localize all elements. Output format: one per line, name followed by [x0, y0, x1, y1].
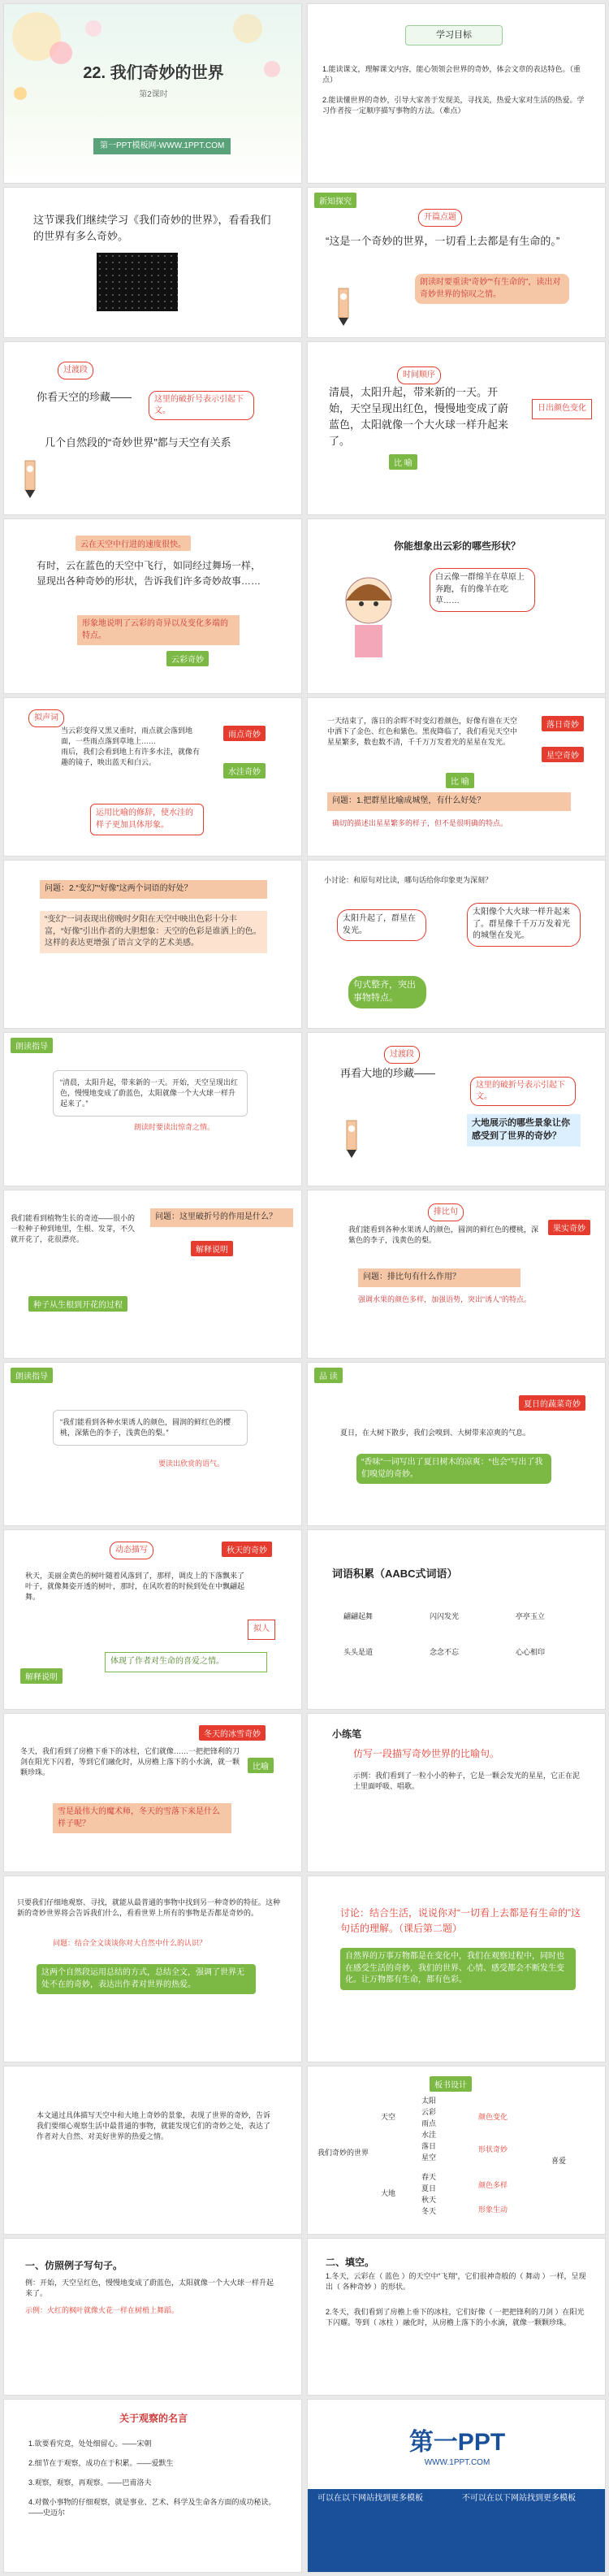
s27-ans: 示例：火红的枫叶就像火花一样在树梢上舞蹈。 — [25, 2306, 179, 2314]
pencil-mascot-icon — [340, 1114, 363, 1160]
s26-mid3: 颜色多样 — [478, 2181, 508, 2189]
bubble-onomatopoeia: 拟声词 — [28, 709, 64, 727]
girl-icon — [332, 568, 405, 666]
s24-text: 讨论：结合生活，说说你对“一切看上去都是有生命的”这句话的理解。（课后第二题） — [340, 1907, 581, 1934]
s23-tag: 问题：结合全文谈谈你对大自然中什么的认识？ — [53, 1939, 207, 1947]
word-5: 念念不忘 — [430, 1648, 460, 1656]
s17-tag: 朗读指导 — [11, 1368, 53, 1383]
slide-sunrise — [307, 341, 606, 515]
s15-tag: 解释说明 — [191, 1241, 233, 1256]
earth-item-1: 春天 — [421, 2173, 437, 2181]
s28-q2: 2.冬天，我们看到了房檐上垂下的冰柱，它们好像（ 一把把锋利的刀剑 ）在阳光下闪耀。等到（ 冰柱 ）融化时，从房檐上落下的小水滴，就像一颗颗珍珠。 — [326, 2308, 585, 2327]
earth-item-2: 夏日 — [421, 2184, 437, 2192]
quote-3: 3.观察，观察，再观察。——巴甫洛夫 — [28, 2478, 152, 2487]
s19-tag2: 拟人 — [248, 1620, 275, 1640]
s30-logo: 第一PPT — [408, 2429, 506, 2456]
pencil-mascot-icon — [332, 282, 355, 327]
slide-transition — [3, 341, 302, 515]
slide-rain — [3, 697, 302, 856]
metaphor-tag: 比 喻 — [389, 454, 417, 470]
slide-compare — [307, 860, 606, 1029]
slide-words — [3, 860, 302, 1029]
s21-tag: 冬天的冰雪奇妙 — [199, 1725, 266, 1741]
s13-hint: 朗读时要读出惊奇之情。 — [134, 1123, 215, 1131]
sky-item-3: 雨点 — [421, 2119, 437, 2127]
slide-vocabulary — [307, 1529, 606, 1710]
footer-text: 第一PPT模板网-WWW.1PPT.COM — [93, 138, 231, 154]
quote-1: 1.欲要看究竟，处处细留心。——宋朝 — [28, 2439, 152, 2448]
s26-earth: 大地 — [381, 2189, 396, 2197]
s6-callout: 日出颜色变化 — [532, 399, 592, 419]
bubble-parallelism: 排比句 — [428, 1203, 464, 1221]
s5-text2: 几个自然段的“奇妙世界”都与天空有关系 — [45, 436, 231, 449]
new-knowledge-tag: 新知探究 — [314, 193, 356, 208]
s10-tag2: 星空奇妙 — [542, 747, 584, 762]
s7-note: 形象地说明了云彩的奇异以及变化多端的特点。 — [77, 615, 240, 645]
starry-sky-image — [97, 253, 178, 311]
s10-tag3: 比 喻 — [446, 773, 474, 788]
s22-q: 仿写一段描写奇妙世界的比喻句。 — [353, 1748, 500, 1759]
s26-mid2: 形状奇妙 — [478, 2145, 508, 2153]
sky-item-1: 太阳 — [421, 2097, 437, 2105]
slide-goals — [307, 3, 606, 184]
slide-summer — [307, 1362, 606, 1526]
slide-cloud-shapes — [307, 518, 606, 694]
s12-text: 小讨论：和原句对比读，哪句话给你印象更为深刻？ — [324, 876, 493, 884]
title: 22. 我们奇妙的世界 — [83, 64, 224, 82]
word-4: 头头是道 — [343, 1648, 374, 1656]
slide-winter — [3, 1713, 302, 1872]
s22-head: 小练笔 — [332, 1728, 362, 1740]
s30-left: 可以在以下网站找到更多模板 — [317, 2494, 423, 2503]
sky-item-5: 落日 — [421, 2142, 437, 2150]
s13-tag: 朗读指导 — [11, 1038, 53, 1053]
s4-text: “这是一个奇妙的世界，一切看上去都是有生命的。” — [326, 235, 560, 247]
s23-note: 这两个自然段运用总结的方式，总结全文，强调了世界无处不在的奇妙，表达出作者对世界的热爱。 — [37, 1964, 256, 1994]
s7-tag: 云在天空中行进的速度很快。 — [76, 536, 191, 551]
slide-fruits — [307, 1190, 606, 1359]
s25-text: 本文通过具体描写天空中和大地上奇妙的景象，表现了世界的奇妙，告诉我们要细心观察生活中最普通的事物，就能发现它们的奇妙之处，表达了作者对大自然、对美好世界的热爱之情。 — [37, 2111, 271, 2141]
s28-q1: 1.冬天，云彩在（ 蓝色 ）的天空中“飞翔”，它们很神奇般的（ 舞动 ）一样，呈现出（ 各种奇妙 ）的形状。 — [326, 2272, 586, 2292]
s16-tag: 果实奇妙 — [548, 1220, 590, 1235]
slide-new-knowledge — [307, 187, 606, 338]
s17-hint: 要读出欣赏的语气。 — [158, 1459, 225, 1468]
s20-head: 词语积累（AABC式词语） — [332, 1568, 458, 1580]
word-1: 翩翩起舞 — [343, 1612, 374, 1620]
s18-text: 夏日，在大树下散步，我们会嗅到、大树带来凉爽的气息。 — [340, 1429, 531, 1437]
slide-clouds — [3, 518, 302, 694]
s18-tag: 品 读 — [314, 1368, 343, 1383]
s9-tag2: 水洼奇妙 — [223, 763, 266, 778]
slide-exercise-1 — [3, 2238, 302, 2396]
s23-text: 只要我们仔细地观察、寻找，就能从最普通的事物中找到另一种奇妙的特征。这种新的奇妙世界将会告诉我们什么，看看世界上所有的事物是否都是奇妙的。 — [17, 1898, 281, 1918]
sky-item-6: 星空 — [421, 2153, 437, 2162]
s26-root: 我们奇妙的世界 — [317, 2149, 369, 2157]
earth-item-4: 冬天 — [421, 2207, 437, 2215]
quote-2: 2.细节在于观察，成功在于积累。——爱默生 — [28, 2459, 174, 2467]
sky-item-2: 云彩 — [421, 2108, 437, 2116]
slide-exercise-2 — [307, 2238, 606, 2396]
s28-head: 二、填空。 — [326, 2257, 375, 2268]
s15-tag2: 种子从生根到开花的过程 — [28, 1296, 127, 1312]
s22-text: 示例：我们看到了一粒小小的种子，它是一颗会发光的星星，它正在泥土里面呼吸、唱歌。 — [353, 1772, 581, 1791]
slide-discussion — [307, 1876, 606, 2062]
s6-text: 清晨，太阳升起，带来新的一天。开始，天空呈现出红色，慢慢地变成了蔚蓝色，太阳就像一个大火球一样升起来了。 — [329, 386, 509, 448]
s19-tag: 秋天的奇妙 — [222, 1542, 272, 1557]
s8-question: 你能想象出云彩的哪些形状？ — [393, 540, 520, 552]
earth-item-3: 秋天 — [421, 2196, 437, 2204]
slide-sunset — [307, 697, 606, 856]
s27-ex: 例：开始，天空呈红色，慢慢地变成了蔚蓝色，太阳就像一个大火球一样升起来了。 — [25, 2279, 274, 2298]
goals-head: 学习目标 — [405, 25, 503, 46]
sky-item-4: 水洼 — [421, 2131, 437, 2139]
s24-note: 自然界的万事万物都是在变化中，我们在观察过程中，同时也在感受生活的奇妙，我们的世界、心情、感受都会不断发生变化。让万物都有生命，都有色彩。 — [340, 1948, 576, 1990]
s10-tag1: 落日奇妙 — [542, 716, 584, 731]
s26-sky: 天空 — [381, 2113, 396, 2121]
s21-note: 雪是最伟大的魔术师，冬天的雪落下来是什么样子呢？ — [53, 1803, 231, 1833]
s12-a1: 太阳升起了，群星在发光。 — [337, 909, 426, 941]
slide-conclusion — [3, 1876, 302, 2062]
s26-tag: 板书设计 — [430, 2076, 472, 2092]
s21-tag2: 比喻 — [248, 1758, 274, 1773]
slide-title — [3, 3, 302, 184]
slide-promo — [307, 2399, 606, 2573]
goal-2: 2.能读懂世界的奇妙，引导大家善于发现美，寻找美，热爱大家对生活的热爱。学习作者按一定顺序描写事物的方法。（难点） — [322, 96, 585, 115]
bubble-topic: 开篇点题 — [418, 209, 462, 227]
quote-4: 4.对微小事物的仔细观察，就是事业、艺术、科学及生命各方面的成功秘诀。——史迈尔 — [28, 2498, 276, 2517]
s4-callout: 朗读时要重读“奇妙”“有生命的”，读出对奇妙世界的惊叹之情。 — [415, 274, 569, 304]
s12-tag: 句式整齐，突出事物特点。 — [348, 976, 426, 1008]
pencil-mascot-icon — [19, 454, 41, 500]
bubble-dynamic: 动态描写 — [110, 1542, 153, 1559]
s26-end: 喜爱 — [551, 2157, 567, 2165]
word-2: 闪闪发光 — [430, 1612, 460, 1620]
subtitle: 第2课时 — [139, 90, 168, 99]
word-3: 亭亭玉立 — [516, 1612, 546, 1620]
s19-tag4: 体现了作者对生命的喜爱之情。 — [105, 1652, 267, 1672]
s9-note: 运用比喻的修辞，使水洼的样子更加具体形象。 — [90, 804, 204, 835]
word-6: 心心相印 — [516, 1648, 546, 1656]
intro-text: 这节课我们继续学习《我们奇妙的世界》，看看我们的世界有多么奇妙。 — [33, 214, 271, 243]
s7-tag2: 云彩奇妙 — [166, 651, 209, 666]
s5-callout: 这里的破折号表示引起下文。 — [149, 391, 254, 420]
s16-q: 问题：排比句有什么作用？ — [358, 1268, 520, 1287]
s19-text: 秋天，美丽金黄色的树叶随着风落到了，那样，调皮上的下落飘来了叶子，就像舞姿开透的树叶，那时，在风吹着的时候到处在中飘翩起舞。 — [25, 1572, 245, 1602]
bubble-time: 时间顺序 — [397, 366, 441, 384]
s7-text: 有时，云在蓝色的天空中飞行，如同经过舞场一样，显现出各种奇妙的形状，告诉我们许多奇妙故事…… — [37, 560, 261, 587]
s17-text: “我们能看到各种水果诱人的颜色，圆润的鲜红色的樱桃，深紫色的李子，浅黄色的梨。” — [53, 1410, 248, 1446]
s15-q: 问题：这里破折号的作用是什么？ — [150, 1208, 293, 1227]
s18-note: “香味”一词写出了夏日树木的凉爽：“也会”写出了我们嗅觉的奇妙。 — [356, 1454, 551, 1484]
s30-url: WWW.1PPT.COM — [424, 2458, 490, 2467]
s15-text: 我们能看到植物生长的奇迹——很小的一粒种子种到地里，生根、发芽，不久就开花了，花很漂亮。 — [11, 1214, 136, 1244]
s13-text: “清晨，太阳升起，带来新的一天。开始，天空呈现出红色，慢慢地变成了蔚蓝色，太阳就像一个大火球一样升起来了。” — [53, 1070, 248, 1117]
s14-text: 再看大地的珍藏—— — [340, 1067, 436, 1079]
s9-tag1: 雨点奇妙 — [223, 726, 266, 741]
bubble-transition: 过渡段 — [58, 362, 93, 379]
s10-text: 一天结束了，落日的余晖不时变幻着颜色，好像有谁在天空中洒下了金色、红色和紫色。黑夜降临了，我们看见天空中星星繁多，数也数不清，千千万万发着光的星星在发光。 — [327, 717, 518, 747]
slide-summary — [3, 2066, 302, 2235]
s5-text1: 你看天空的珍藏—— — [37, 391, 132, 403]
s19-tag3: 解释说明 — [20, 1668, 63, 1684]
slide-board — [307, 2066, 606, 2235]
s30-right: 不可以在以下网站找到更多模板 — [462, 2494, 576, 2503]
s16-text: 我们能看到各种水果诱人的颜色，圆润的鲜红色的樱桃，深紫色的李子，浅黄色的梨。 — [348, 1225, 539, 1245]
s26-mid1: 颜色变化 — [478, 2113, 508, 2121]
slide-quotes — [3, 2399, 302, 2573]
s18-tag2: 夏日的蔬菜奇妙 — [519, 1395, 585, 1411]
s11-q: 问题：2.“变幻”“好像”这两个词语的好处？ — [40, 880, 267, 899]
slide-plants — [3, 1190, 302, 1359]
s11-a: “变幻”一词表现出傍晚时夕阳在天空中映出色彩十分丰富，“好像”引出作者的大胆想象：天空的色彩是谁洒上的色。这样的表达更增强了语言文学的艺术美感。 — [40, 911, 267, 953]
s29-head: 关于观察的名言 — [119, 2413, 188, 2424]
s14-callout: 这里的破折号表示引起下文。 — [470, 1077, 576, 1106]
s9-text: 当云彩变得又黑又重时，雨点就会落到地面，一些雨点落到草地上…… 雨后，我们会看到地上有许多水洼，就像有趣的镜子，映出蓝天和白云。 — [61, 726, 201, 767]
s16-a: 强调水果的颜色多样，加强语势，突出“诱人”的特点。 — [358, 1295, 531, 1303]
slide-reading-1 — [3, 1032, 302, 1186]
s10-q: 问题：1.把群星比喻成城堡，有什么好处？ — [327, 792, 571, 811]
s10-a: 确切的描述出星星繁多的样子，但不是很明确的特点。 — [332, 819, 508, 827]
goal-1: 1.能读课文，理解课文内容，能心领领会世界的奇妙，体会文章的表达特色。（重点） — [322, 65, 581, 85]
s12-a2: 太阳像个大火球一样升起来了。群星像千千万万发着光的城堡在发光。 — [467, 903, 581, 947]
s21-text: 冬天，我们看到了房檐下垂下的冰柱，它们就像……一把把锋利的刀剑在阳光下闪着，等到它们融化时，从房檐上落下的小水滴，就一颗颗珍珠。 — [20, 1747, 240, 1777]
s26-mid4: 形象生动 — [478, 2205, 508, 2214]
s14-q: 大地展示的哪些景象让你感受到了世界的奇妙？ — [467, 1114, 581, 1147]
slide-earth — [307, 1032, 606, 1186]
slide-writing — [307, 1713, 606, 1872]
slide-intro — [3, 187, 302, 338]
s27-head: 一、仿照例子写句子。 — [25, 2260, 123, 2271]
s8-bubble: 白云像一群绵羊在草原上奔跑，有的像羊在吃草…… — [430, 568, 535, 612]
slide-reading-2 — [3, 1362, 302, 1526]
slide-autumn — [3, 1529, 302, 1710]
bubble-transition-2: 过渡段 — [384, 1046, 420, 1064]
